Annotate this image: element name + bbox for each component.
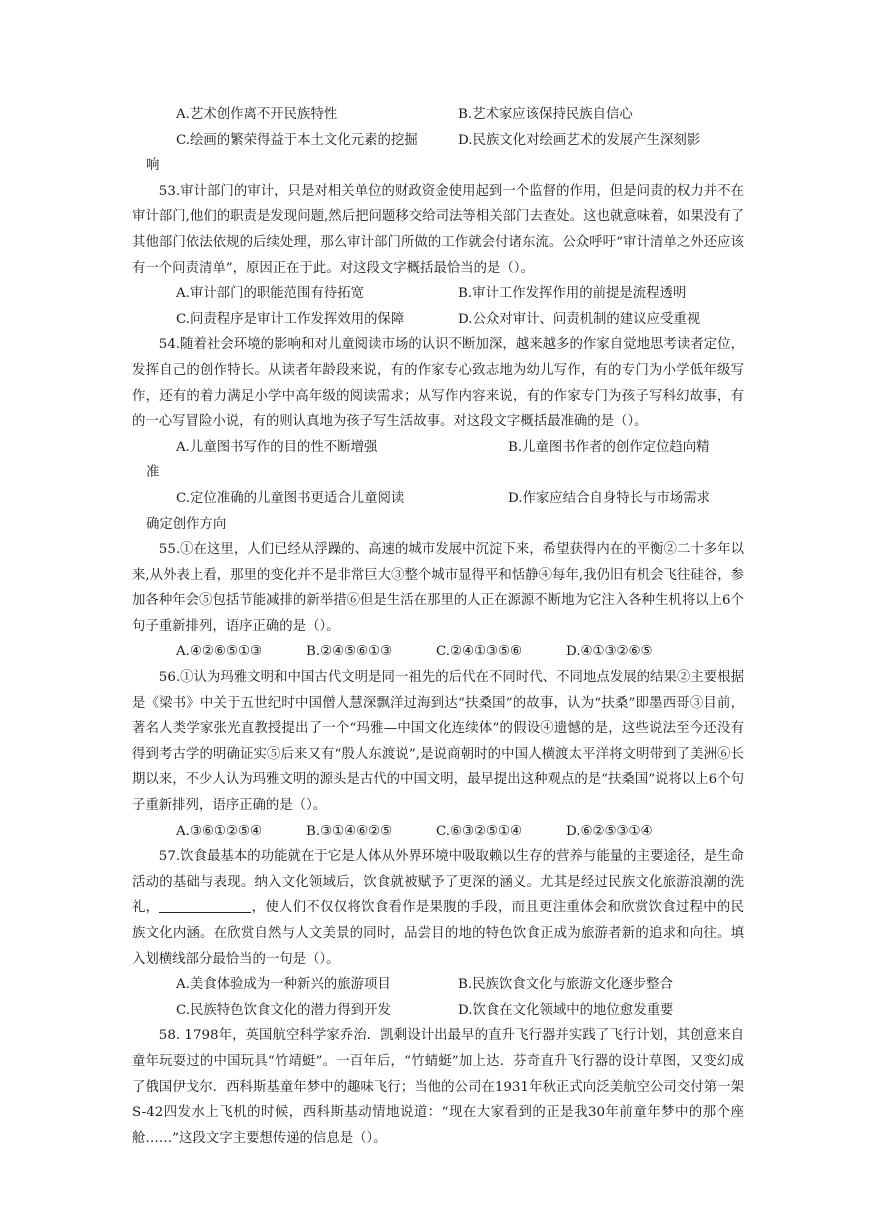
q52-option-d[interactable]: D.民族文化对绘画艺术的发展产生深刻影 bbox=[458, 132, 701, 148]
q52-options-row-2 bbox=[132, 128, 744, 154]
q57-option-d[interactable]: D.饮食在文化领域中的地位愈发重要 bbox=[458, 1002, 674, 1018]
q57-option-a[interactable]: A.美食体验成为一种新兴的旅游项目 bbox=[176, 977, 391, 993]
q57-stem bbox=[132, 844, 744, 972]
q57-options-row-1 bbox=[132, 972, 744, 998]
q53-options-row-2 bbox=[132, 307, 744, 333]
q56-stem: 56.①认为玛雅文明和中国古代文明是同一祖先的后代在不同时代、不同地点发展的结果②主要根据是《梁书》中关于五世纪时中国僧人慧深飘洋过海到达“扶桑国”的故事，认为“扶桑”即墨西哥③目前，著名人类学家张光直教授提出了一个“玛雅—中国文化连续体”的假设④遗憾的是，这些说法至今还没有得到考古学的明确证实⑤后来又有“殷人东渡说”,是说商朝时的中国人横渡太平洋将文明带到了美洲⑥长期以来，不少人认为玛雅文明的源头是古代的中国文明，最早提出这种观点的是“扶桑国”说将以上6个句子重新排列，语序正确的是（）。 bbox=[132, 670, 744, 814]
q53-option-a[interactable]: A.审计部门的职能范围有待拓宽 bbox=[176, 286, 365, 302]
q52-option-d-continuation: 响 bbox=[146, 158, 160, 174]
q54-stem: 54.随着社会环境的影响和对儿童阅读市场的认识不断加深，越来越多的作家自觉地思考读者定位，发挥自己的创作特长。从读者年龄段来说，有的作家专心致志地为幼儿写作，有的专门为小学低年级写作，还有的着力满足小学中高年级的阅读需求；从写作内容来说，有的作家专门为孩子写科幻故事，有的一心写冒险小说，有的则认真地为孩子写生活故事。对这段文字概括最准确的是（）。 bbox=[132, 337, 744, 430]
q56-options-row bbox=[132, 819, 744, 845]
q54-option-d[interactable]: D.作家应结合自身特长与市场需求 bbox=[508, 490, 710, 506]
q58-stem: 58. 1798年，英国航空科学家乔治．凯剩设计出最早的直升飞行器并实践了飞行计划，其创意来自童年玩耍过的中国玩具“竹靖蜓”。一百年后，“竹蜻蜓”加上达．芬奇直升飞行器的设计草图，又变幻成了俄国伊戈尔．西科斯基童年梦中的趣味飞行；当他的公司在1931年秋正式向泛美航空公司交付第一架S-42四发水上飞机的时候，西科斯基动情地说道：“现在大家看到的正是我30年前童年梦中的那个座舱……”这段文字主要想传递的信息是（）。 bbox=[132, 1028, 744, 1146]
q57-option-b[interactable]: B.民族饮食文化与旅游文化逐步整合 bbox=[458, 977, 673, 993]
q52-option-a[interactable]: A.艺术创作离不开民族特性 bbox=[176, 107, 338, 122]
q55-options bbox=[132, 639, 744, 665]
q56-option-a[interactable]: A.③⑥①②⑤④ bbox=[176, 823, 262, 839]
q57-stem-before: 57.饮食最基本的功能就在于它是人体从外界环境中吸取赖以生存的营养与能量的主要途径，是生命活动的基础与表现。纳入文化领域后，饮食就被赋予了更深的涵义。尤其是经过民族文化旅游浪潮的洗礼， bbox=[132, 849, 744, 916]
q57-stem-after: ，使人们不仅仅将饮食看作是果腹的手段，而且更注重体会和欣赏饮食过程中的民族文化内涵。在欣赏自然与人文美景的同时，品尝目的地的特色饮食正成为旅游者新的追求和向往。填入划横线部分最恰当的一句是（）。 bbox=[132, 900, 745, 967]
q52-option-c[interactable]: C.绘画的繁荣得益于本土文化元素的挖掘 bbox=[176, 132, 418, 148]
q57-options bbox=[132, 972, 744, 1023]
q53-option-b[interactable]: B.审计工作发挥作用的前提是流程透明 bbox=[458, 286, 687, 302]
q54-options-row-1 bbox=[132, 435, 744, 461]
q53-option-d[interactable]: D.公众对审计、问责机制的建议应受重视 bbox=[458, 311, 701, 327]
q54-option-b-continuation: 准 bbox=[146, 465, 160, 481]
q54-option-d-continuation: 确定创作方向 bbox=[146, 516, 227, 532]
document-page bbox=[132, 102, 744, 1151]
q52-options bbox=[132, 102, 744, 179]
q55-option-c[interactable]: C.②④①③⑤⑥ bbox=[436, 644, 523, 660]
q57-blank-line bbox=[159, 898, 251, 913]
q53-options-row-1 bbox=[132, 281, 744, 307]
q57-option-c[interactable]: C.民族特色饮食文化的潜力得到开发 bbox=[176, 1002, 391, 1018]
q53-stem: 53.审计部门的审计，只是对相关单位的财政资金使用起到一个监督的作用，但是问责的权力并不在审计部门,他们的职责是发现问题,然后把问题移交给司法等相关部门去查处。这也就意味着，如果没有了其他部门依法依规的后续处理，那么审计部门所做的工作就会付诸东流。公众呼吁“审计清单之外还应该有一个问责清单”，原因正在于此。对这段文字概括最恰当的是（）。 bbox=[132, 183, 744, 276]
q52-option-b[interactable]: B.艺术家应该保持民族自信心 bbox=[458, 107, 633, 122]
q53-option-c[interactable]: C.问责程序是审计工作发挥效用的保障 bbox=[176, 311, 405, 327]
q56-option-c[interactable]: C.⑥③②⑤①④ bbox=[436, 823, 523, 839]
q57-options-row-2 bbox=[132, 998, 744, 1024]
q55-option-d[interactable]: D.④①③②⑥⑤ bbox=[566, 644, 653, 660]
q56-option-d[interactable]: D.⑥②⑤③①④ bbox=[566, 823, 653, 839]
q54-option-b[interactable]: B.儿童图书作者的创作定位趋向精 bbox=[508, 439, 710, 455]
q56-option-b[interactable]: B.③①④⑥②⑤ bbox=[306, 823, 393, 839]
q54-option-c[interactable]: C.定位准确的儿童图书更适合儿童阅读 bbox=[176, 490, 405, 506]
q55-stem: 55.①在这里，人们已经从浮躁的、高速的城市发展中沉淀下来，希望获得内在的平衡②二十多年以来,从外表上看，那里的变化并不是非常巨大③整个城市显得平和恬静④每年,我仍旧有机会飞往硅谷，参加各种年会⑤包括节能减排的新举措⑥但是生活在那里的人正在源源不断地为它注入各种生机将以上6个句子重新排列，语序正确的是（）。 bbox=[132, 542, 744, 634]
q55-option-a[interactable]: A.④②⑥⑤①③ bbox=[176, 644, 262, 660]
q54-options-row-2 bbox=[132, 486, 744, 512]
q52-options-row-1 bbox=[132, 102, 744, 128]
q55-option-b[interactable]: B.②④⑤⑥①③ bbox=[306, 644, 393, 660]
q56-options bbox=[132, 819, 744, 845]
q53-options bbox=[132, 281, 744, 332]
q54-option-a[interactable]: A.儿童图书写作的目的性不断增强 bbox=[176, 439, 378, 455]
q55-options-row bbox=[132, 639, 744, 665]
q54-options bbox=[132, 435, 744, 537]
